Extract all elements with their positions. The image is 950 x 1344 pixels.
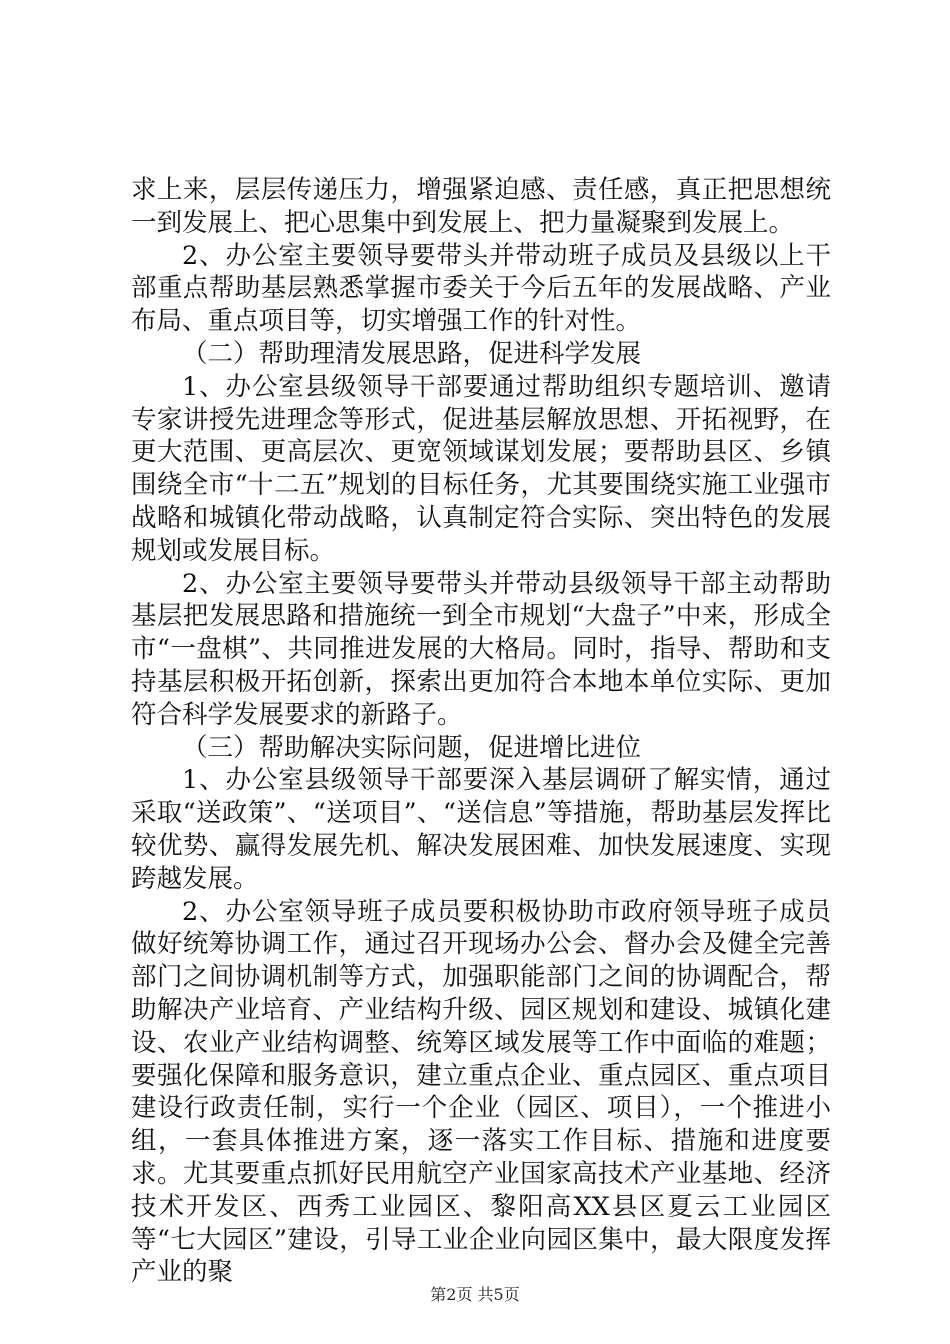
paragraph-item: 2、办公室主要领导要带头并带动县级领导干部主动帮助基层把发展思路和措施统一到全市规划“大盘子”中来，形成全市“一盘棋”、共同推进发展的大格局。同时，指导、帮助和支持基层积极开拓创新，探索出更加符合本地本单位实际、更加符合科学发展要求的新路子。	[131, 568, 831, 730]
paragraph-item: 2、办公室领导班子成员要积极协助市政府领导班子成员做好统筹协调工作，通过召开现场办公会、督办会及健全完善部门之间协调机制等方式，加强职能部门之间的协调配合，帮助解决产业培育、产业结构升级、园区规划和建设、城镇化建设、农业产业结构调整、统筹区域发展等工作中面临的难题；要强化保障和服务意识，建立重点企业、重点园区、重点项目建设行政责任制，实行一个企业（园区、项目），一个推进小组，一套具体推进方案，逐一落实工作目标、措施和进度要求。尤其要重点抓好民用航空产业国家高技术产业基地、经济技术开发区、西秀工业园区、黎阳高XX县区夏云工业园区等“七大园区”建设，引导工业企业向园区集中，最大限度发挥产业的聚	[131, 896, 831, 1288]
paragraph-item: 2、办公室主要领导要带头并带动班子成员及县级以上干部重点帮助基层熟悉掌握市委关于今后五年的发展战略、产业布局、重点项目等，切实增强工作的针对性。	[131, 240, 831, 337]
paragraph-continuation: 求上来，层层传递压力，增强紧迫感、责任感，真正把思想统一到发展上、把心思集中到发展上、把力量凝聚到发展上。	[131, 175, 831, 238]
section-heading: （二）帮助理清发展思路，促进科学发展	[182, 338, 642, 369]
paragraph-item: 1、办公室县级领导干部要通过帮助组织专题培训、邀请专家讲授先进理念等形式，促进基层解放思想、开拓视野，在更大范围、更高层次、更宽领域谋划发展；要帮助县区、乡镇围绕全市“十二五”规划的目标任务，尤其要围绕实施工业强市战略和城镇化带动战略，认真制定符合实际、突出特色的发展规划或发展目标。	[131, 371, 831, 566]
section-heading: （三）帮助解决实际问题，促进增比进位	[182, 732, 642, 763]
page-number-footer: 第2页 共5页	[430, 1285, 520, 1304]
paragraph-item: 1、办公室县级领导干部要深入基层调研了解实情，通过采取“送政策”、“送项目”、“送信息”等措施，帮助基层发挥比较优势、赢得发展先机、解决发展困难、加快发展速度、实现跨越发展。	[131, 765, 831, 894]
document-body	[131, 174, 831, 1289]
